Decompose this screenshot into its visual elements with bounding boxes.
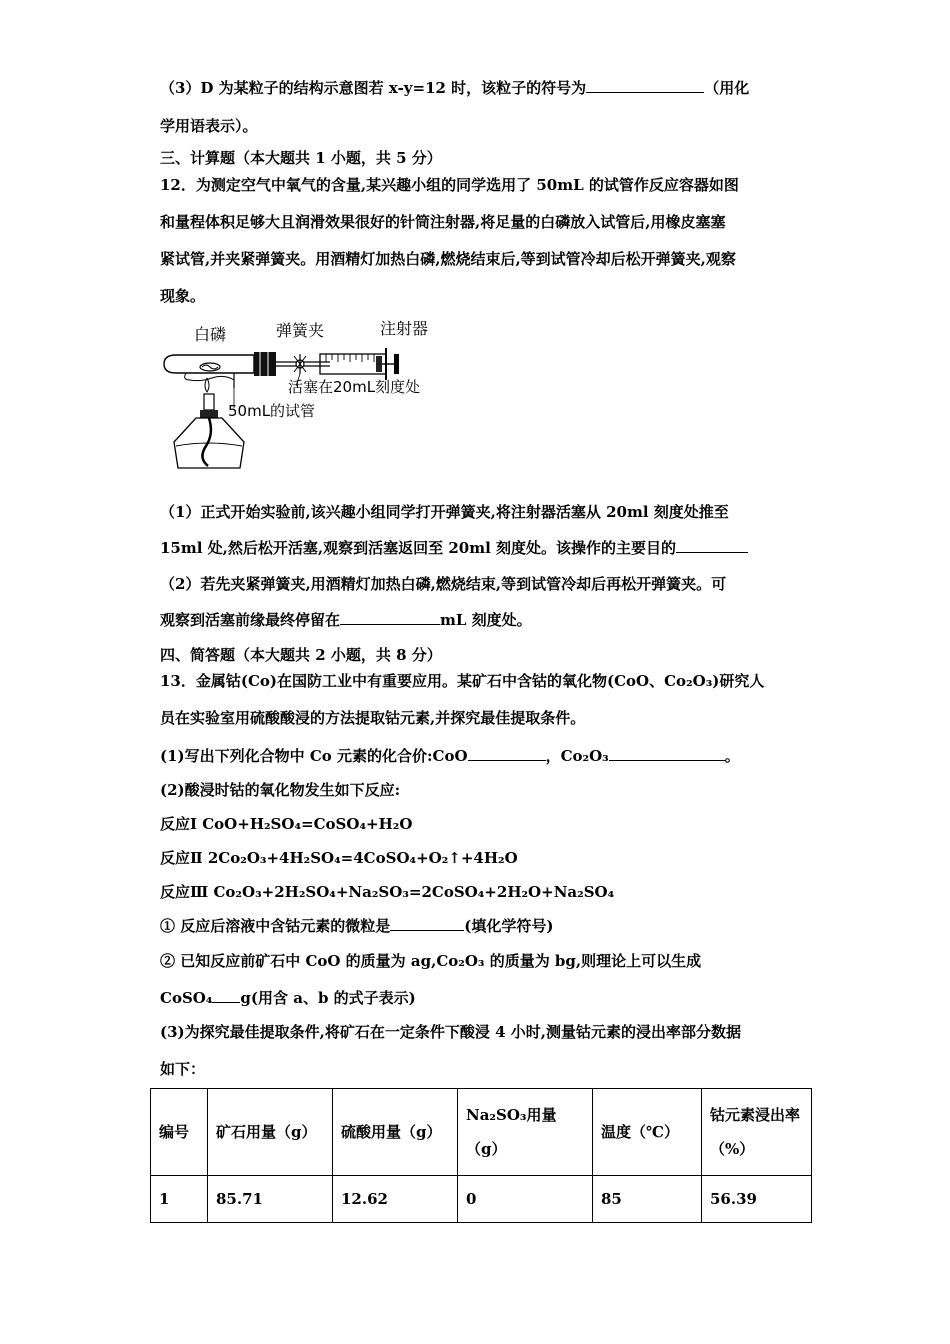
answer-blank	[212, 988, 240, 1003]
q13-sub2-line2: CoSO₄ g(用含 a、b 的式子表示)	[160, 989, 416, 1007]
reaction-2: 反应Ⅱ 2Co₂O₃+4H₂SO₄=4CoSO₄+O₂↑+4H₂O	[160, 849, 518, 867]
table-cell: 1	[151, 1176, 208, 1223]
q13-sub2-line1: ② 已知反应前矿石中 CoO 的质量为 ag,Co₂O₃ 的质量为 bg,则理论上可以生成	[160, 952, 702, 970]
label-phosphorus: 白磷	[194, 325, 227, 344]
apparatus-diagram	[160, 316, 450, 482]
q13-part1: (1)写出下列化合物中 Co 元素的化合价:CoO ，Co₂O₃ 。	[160, 747, 740, 765]
answer-blank	[340, 610, 440, 625]
answer-blank	[390, 916, 464, 931]
q13-part2-title: (2)酸浸时钴的氧化物发生如下反应:	[160, 781, 401, 799]
answer-blank	[468, 746, 546, 761]
section-4-title: 四、简答题（本大题共 2 小题，共 8 分）	[160, 646, 442, 664]
table-header-cell: 硫酸用量（g）	[333, 1089, 458, 1176]
answer-blank	[586, 78, 704, 93]
q12-line2: 和量程体积足够大且润滑效果很好的针筒注射器,将足量的白磷放入试管后,用橡皮塞塞	[160, 213, 726, 231]
q12-line4: 现象。	[160, 287, 206, 305]
test-tube	[164, 355, 254, 373]
table-header-row	[151, 1089, 812, 1176]
section-3-title: 三、计算题（本大题共 1 小题，共 5 分）	[160, 149, 442, 167]
q13-part3-line2: 如下：	[160, 1060, 206, 1078]
q12-line3: 紧试管,并夹紧弹簧夹。用酒精灯加热白磷,燃烧结束后,等到试管冷却后松开弹簧夹,观察	[160, 250, 736, 268]
table-cell: 12.62	[333, 1176, 458, 1223]
table-header-cell: 编号	[151, 1089, 208, 1176]
q11-part3-text: （3）D 为某粒子的结构示意图若 x-y=12 时，该粒子的符号为	[160, 79, 587, 97]
table-cell: 85	[593, 1176, 702, 1223]
q12-line1: 12．为测定空气中氧气的含量,某兴趣小组的同学选用了 50mL 的试管作反应容器如图	[160, 176, 739, 194]
q13-sub1: ① 反应后溶液中含钴元素的微粒是 (填化学符号)	[160, 917, 554, 935]
table-row	[151, 1176, 812, 1223]
table-cell: 0	[458, 1176, 593, 1223]
leaching-data-table	[150, 1088, 812, 1223]
q13-line2: 员在实验室用硫酸酸浸的方法提取钴元素,并探究最佳提取条件。	[160, 709, 586, 727]
table-header-cell: 钴元素浸出率（%）	[702, 1089, 812, 1176]
q11-part3-line2: 学用语表示）。	[160, 117, 258, 135]
table-header-cell: 矿石用量（g）	[208, 1089, 333, 1176]
q13-line1: 13．金属钴(Co)在国防工业中有重要应用。某矿石中含钴的氧化物(CoO、Co₂O₃)研究人	[160, 672, 765, 690]
q12-part2-line1: （2）若先夹紧弹簧夹,用酒精灯加热白磷,燃烧结束,等到试管冷却后再松开弹簧夹。可	[160, 575, 727, 593]
table-header-cell: 温度（℃）	[593, 1089, 702, 1176]
answer-blank	[609, 746, 725, 761]
table-cell: 85.71	[208, 1176, 333, 1223]
q11-part3-tail: （用化	[704, 79, 750, 97]
reaction-1: 反应Ⅰ CoO+H₂SO₄=CoSO₄+H₂O	[160, 815, 413, 833]
label-piston: 活塞在20mL刻度处	[288, 378, 421, 396]
table-header-cell: Na₂SO₃用量（g）	[458, 1089, 593, 1176]
q12-part1-line1: （1）正式开始实验前,该兴趣小组同学打开弹簧夹,将注射器活塞从 20ml 刻度处推至	[160, 503, 729, 521]
syringe-piston	[376, 356, 382, 372]
reaction-3: 反应Ⅲ Co₂O₃+2H₂SO₄+Na₂SO₃=2CoSO₄+2H₂O+Na₂SO₄	[160, 883, 615, 901]
q13-part3-line1: (3)为探究最佳提取条件,将矿石在一定条件下酸浸 4 小时,测量钴元素的浸出率部分数据	[160, 1023, 741, 1041]
label-spring-clamp: 弹簧夹	[276, 321, 325, 340]
label-test-tube: 50mL的试管	[228, 402, 316, 420]
flame	[205, 378, 209, 392]
table-cell: 56.39	[702, 1176, 812, 1223]
rubber-stopper	[254, 352, 276, 376]
label-syringe: 注射器	[380, 319, 429, 338]
q12-part2-line2: 观察到活塞前缘最终停留在 mL 刻度处。	[160, 611, 532, 629]
q12-part1-line2: 15ml 处,然后松开活塞,观察到活塞返回至 20ml 刻度处。该操作的主要目的	[160, 538, 748, 558]
q11-part3-line1	[160, 78, 749, 98]
answer-blank	[676, 538, 748, 553]
